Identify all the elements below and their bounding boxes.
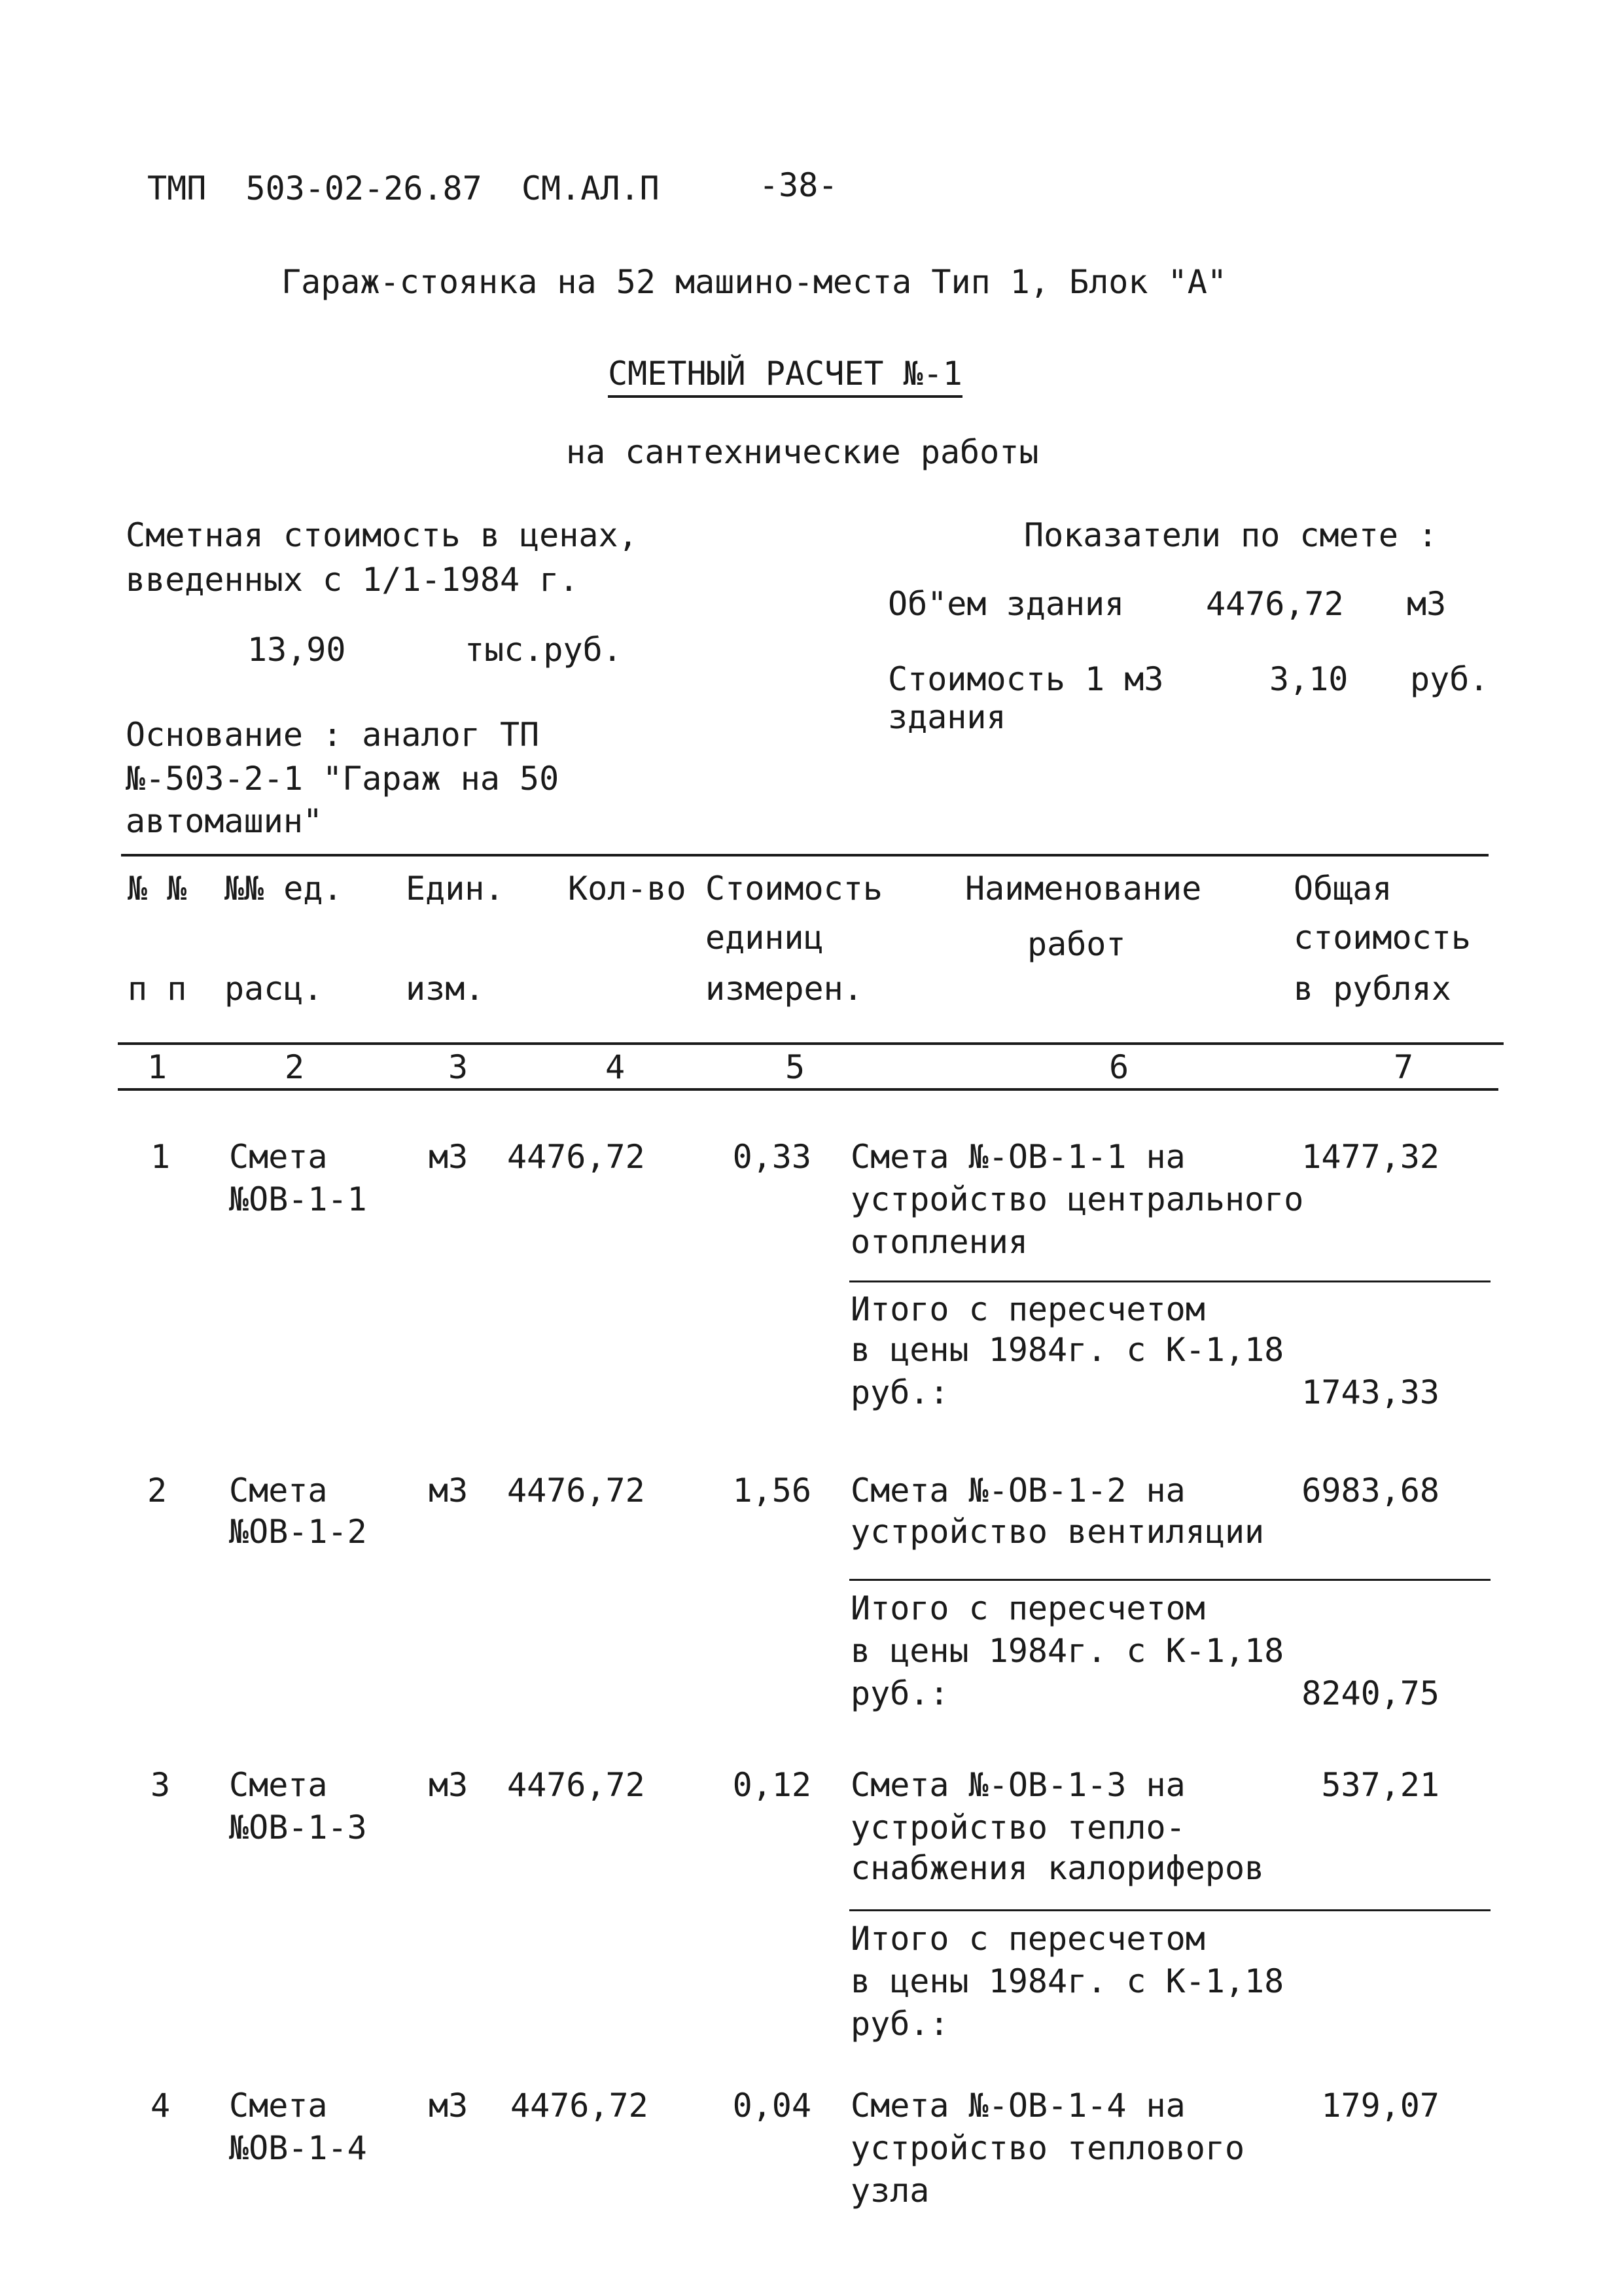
row-unit-price: 1,56 [732,1472,811,1510]
row-unit-price: 0,33 [732,1138,811,1176]
row-name-line1: Смета №-ОВ-1-2 на [851,1472,1186,1510]
page-number: -38- [759,166,838,204]
subtotal-line2: в цены 1984г. с К-1,18 [851,1962,1284,2000]
subtotal-rule [849,1579,1491,1581]
subtotal-line2: в цены 1984г. с К-1,18 [851,1331,1284,1369]
row-code-line2: №ОВ-1-4 [229,2129,367,2167]
cost-per-m3-label-line2: здания [888,698,1006,736]
row-unit: м3 [429,2087,468,2125]
row-total: 6983,68 [1301,1472,1439,1510]
document-code: ТМП 503-02-26.87 СМ.АЛ.П [147,169,660,207]
table-top-rule [121,854,1489,857]
row-total: 537,21 [1321,1766,1439,1804]
column-number-6: 6 [1108,1048,1129,1086]
row-quantity: 4476,72 [507,1766,645,1804]
subtotal-line2: в цены 1984г. с К-1,18 [851,1632,1284,1670]
cost-unit: тыс.руб. [465,631,622,669]
header-col7-line1: Общая [1294,870,1392,908]
calc-title [582,352,988,395]
subtotal-value: 8240,75 [1301,1674,1439,1712]
row-name-line1: Смета №-ОВ-1-3 на [851,1766,1186,1804]
row-name-line2: устройство теплового [851,2129,1245,2167]
row-name-line1: Смета №-ОВ-1-4 на [851,2087,1186,2125]
row-code-line1: Смета [229,1138,328,1176]
row-unit: м3 [429,1472,468,1510]
row-code-line2: №ОВ-1-3 [229,1809,367,1846]
row-name-line2: устройство центрального [851,1180,1304,1218]
header-col5-line2: единиц [705,919,824,957]
volume-value: 4476,72 [1206,585,1344,623]
header-col1-line2: п п [128,970,187,1008]
cost-value: 13,90 [247,631,346,669]
cost-per-m3-label-line1: Стоимость 1 м3 [888,660,1164,698]
subtotal-rule [849,1909,1491,1911]
cost-per-m3-unit: руб. [1410,660,1489,698]
row-unit: м3 [429,1138,468,1176]
column-number-5: 5 [785,1048,805,1086]
row-code-line1: Смета [229,1472,328,1510]
row-unit-price: 0,04 [732,2087,811,2125]
row-quantity: 4476,72 [507,1138,645,1176]
row-number: 3 [150,1766,171,1804]
header-col6-line2: работ [1027,925,1126,963]
header-col5-line3: измерен. [705,970,863,1008]
row-name-line2: устройство тепло- [851,1809,1186,1846]
subtotal-line3: руб.: [851,1674,949,1712]
row-quantity: 4476,72 [507,1472,645,1510]
volume-unit: м3 [1407,585,1447,623]
column-number-7: 7 [1393,1048,1414,1086]
header-col7-line2: стоимость [1294,919,1471,957]
basis-line3: автомашин" [126,802,323,840]
subtotal-value: 1743,33 [1301,1373,1439,1411]
row-name-line2: устройство вентиляции [851,1513,1265,1551]
header-col3-line1: Един. [406,870,504,908]
row-total: 179,07 [1321,2087,1439,2125]
document-subtitle: на сантехнические работы [566,433,1039,471]
header-col7-line3: в рублях [1294,970,1451,1008]
header-col4: Кол-во [568,870,686,908]
row-code-line2: №ОВ-1-2 [229,1513,367,1551]
document-title: Гараж-стоянка на 52 машино-места Тип 1, Блок "А" [281,263,1227,301]
row-code-line2: №ОВ-1-1 [229,1180,367,1218]
column-number-1: 1 [147,1048,168,1086]
basis-line1: Основание : аналог ТП [126,716,540,754]
subtotal-line3: руб.: [851,2005,949,2043]
row-unit-price: 0,12 [732,1766,811,1804]
subtotal-line3: руб.: [851,1373,949,1411]
row-number: 4 [150,2087,171,2125]
cost-label-line2: введенных с 1/1-1984 г. [126,561,579,599]
row-quantity: 4476,72 [510,2087,648,2125]
cost-per-m3-value: 3,10 [1269,660,1349,698]
cost-label-line1: Сметная стоимость в ценах, [126,516,638,554]
basis-line2: №-503-2-1 "Гараж на 50 [126,760,559,798]
header-col6-line1: Наименование [965,870,1202,908]
volume-label: Об"ем здания [888,585,1125,623]
subtotal-line1: Итого с пересчетом [851,1290,1205,1328]
row-unit: м3 [429,1766,468,1804]
indicators-title: Показатели по смете : [1024,516,1438,554]
header-col5-line1: Стоимость [705,870,883,908]
subtotal-rule [849,1280,1491,1282]
row-name-line3: отопления [851,1223,1028,1261]
row-number: 1 [150,1138,171,1176]
row-code-line1: Смета [229,1766,328,1804]
subtotal-line1: Итого с пересчетом [851,1920,1205,1958]
header-col2-line2: расц. [224,970,323,1008]
calc-title-text: СМЕТНЫЙ РАСЧЕТ №-1 [608,355,962,398]
row-name-line3: узла [851,2172,930,2210]
column-number-4: 4 [605,1048,626,1086]
row-name-line3: снабжения калориферов [851,1849,1265,1887]
header-col3-line2: изм. [406,970,485,1008]
header-col2-line1: №№ ед. [224,870,343,908]
row-name-line1: Смета №-ОВ-1-1 на [851,1138,1186,1176]
column-number-3: 3 [448,1048,468,1086]
subtotal-line1: Итого с пересчетом [851,1589,1205,1627]
row-number: 2 [147,1472,168,1510]
column-number-2: 2 [284,1048,305,1086]
row-code-line1: Смета [229,2087,328,2125]
row-total: 1477,32 [1301,1138,1439,1176]
header-col1-line1: № № [128,870,187,908]
table-header-rule [118,1042,1504,1045]
